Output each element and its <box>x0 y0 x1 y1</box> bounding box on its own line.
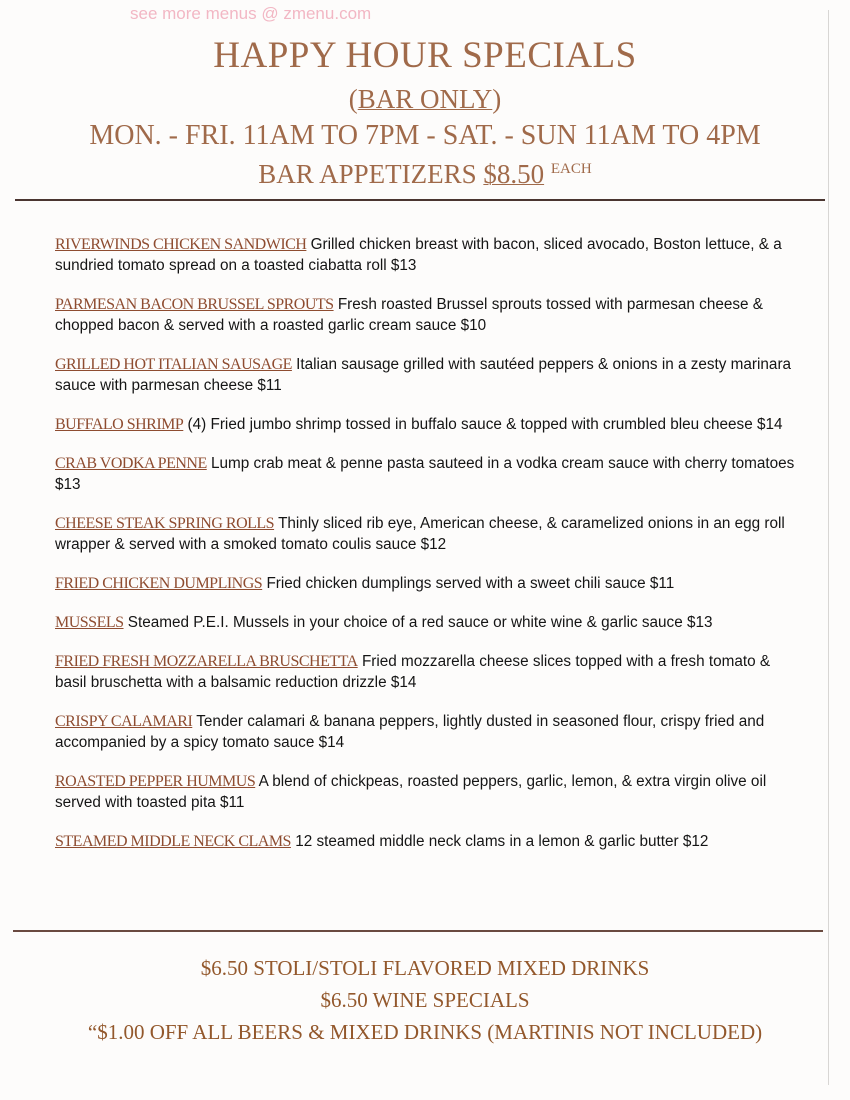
drink-specials <box>0 952 850 1048</box>
menu-item <box>55 294 795 336</box>
item-name: RIVERWINDS CHICKEN SANDWICH <box>55 236 307 253</box>
menu-item <box>55 651 795 693</box>
item-name: STEAMED MIDDLE NECK CLAMS <box>55 833 291 850</box>
item-desc: Lump crab meat & penne pasta sauteed in a vodka cream sauce with cherry tomatoes $13 <box>55 455 795 493</box>
item-name: FRIED FRESH MOZZARELLA BRUSCHETTA <box>55 653 358 670</box>
item-desc: Thinly sliced rib eye, American cheese, & caramelized onions in an egg roll wrapper & served with a smoked tomato coulis sauce $12 <box>55 515 785 553</box>
item-desc: 12 steamed middle neck clams in a lemon & garlic butter $12 <box>295 833 709 850</box>
item-desc: A blend of chickpeas, roasted peppers, garlic, lemon, & extra virgin olive oil served with toasted pita $11 <box>55 773 767 811</box>
item-desc: Fresh roasted Brussel sprouts tossed with parmesan cheese & chopped bacon & served with a roasted garlic cream sauce $10 <box>55 296 763 334</box>
menu-item <box>55 771 795 813</box>
item-name: ROASTED PEPPER HUMMUS <box>55 773 256 790</box>
menu-item <box>55 453 795 495</box>
hours: MON. - FRI. 11AM TO 7PM - SAT. - SUN 11AM TO 4PM <box>89 120 761 151</box>
item-desc: (4) Fried jumbo shrimp tossed in buffalo sauce & topped with crumbled bleu cheese $14 <box>187 416 783 433</box>
divider-top <box>15 199 825 201</box>
watermark: see more menus @ zmenu.com <box>130 4 372 23</box>
appetizers-label: BAR APPETIZERS <box>258 159 477 189</box>
item-desc: Grilled chicken breast with bacon, sliced avocado, Boston lettuce, & a sundried tomato spread on a toasted ciabatta roll $13 <box>55 236 782 274</box>
menu-item <box>55 831 795 852</box>
menu-item <box>55 354 795 396</box>
item-desc: Fried mozzarella cheese slices topped with a fresh tomato & basil bruschetta with a balsamic reduction drizzle $14 <box>55 653 771 691</box>
item-name: FRIED CHICKEN DUMPLINGS <box>55 575 263 592</box>
divider-bottom <box>13 930 823 932</box>
item-name: PARMESAN BACON BRUSSEL SPROUTS <box>55 296 334 313</box>
drink-special: $6.50 WINE SPECIALS <box>320 988 530 1012</box>
subtitle: (BAR ONLY) <box>348 84 502 114</box>
menu-item <box>55 513 795 555</box>
item-desc: Steamed P.E.I. Mussels in your choice of a red sauce or white wine & garlic sauce $13 <box>127 614 713 631</box>
item-desc: Italian sausage grilled with sautéed peppers & onions in a zesty marinara sauce with parmesan cheese $11 <box>55 356 792 394</box>
menu-item <box>55 612 795 633</box>
menu-items <box>55 234 795 870</box>
menu-item <box>55 711 795 753</box>
subtitle-text: BAR ONLY <box>357 84 493 114</box>
item-name: CHEESE STEAK SPRING ROLLS <box>55 515 275 532</box>
item-name: BUFFALO SHRIMP <box>55 416 184 433</box>
appetizers-each: EACH <box>550 161 592 177</box>
item-name: CRAB VODKA PENNE <box>55 455 207 472</box>
item-name: CRISPY CALAMARI <box>55 713 193 730</box>
item-name: MUSSELS <box>55 614 124 631</box>
menu-item <box>55 414 795 435</box>
item-name: GRILLED HOT ITALIAN SAUSAGE <box>55 356 292 373</box>
item-desc: Tender calamari & banana peppers, lightly dusted in seasoned flour, crispy fried and accompanied by a spicy tomato sauce $14 <box>55 713 765 751</box>
menu-item <box>55 234 795 276</box>
page-title: HAPPY HOUR SPECIALS <box>213 35 637 76</box>
drink-special: “$1.00 OFF ALL BEERS & MIXED DRINKS (MARTINIS NOT INCLUDED) <box>87 1020 763 1044</box>
appetizers-price-line <box>0 159 850 190</box>
menu-item <box>55 573 795 594</box>
appetizers-price: $8.50 <box>483 159 545 189</box>
drink-special: $6.50 STOLI/STOLI FLAVORED MIXED DRINKS <box>200 956 650 980</box>
item-desc: Fried chicken dumplings served with a sweet chili sauce $11 <box>266 575 675 592</box>
